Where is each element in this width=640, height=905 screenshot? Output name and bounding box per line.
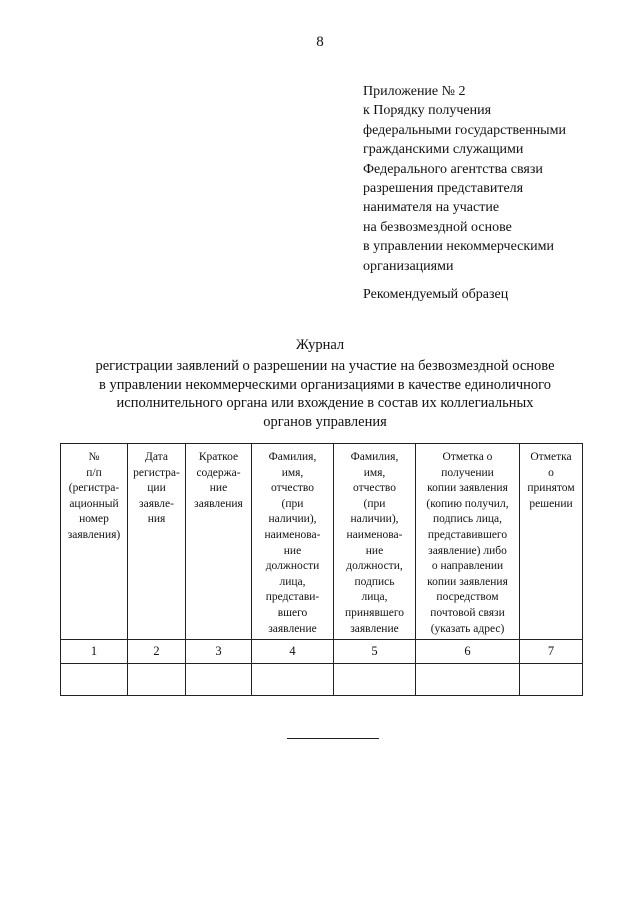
appendix-line: на безвозмездной основе	[363, 219, 512, 235]
appendix-line: организациями	[363, 258, 454, 274]
column-number: 7	[520, 640, 583, 664]
column-number: 5	[334, 640, 416, 664]
column-number: 1	[61, 640, 128, 664]
table-header-row	[61, 444, 583, 640]
column-header-submitter: Фамилия, имя, отчество (при наличии), наименова- ние должности лица, представи- вшего заявление	[252, 444, 334, 640]
appendix-line: в управлении некоммерческими	[363, 239, 554, 255]
appendix-line: Федерального агентства связи	[363, 161, 543, 177]
column-header-decision-mark: Отметка о принятом решении	[520, 444, 583, 640]
journal-subtitle	[70, 357, 580, 431]
table-cell	[128, 664, 186, 696]
table-cell	[520, 664, 583, 696]
table-row	[61, 664, 583, 696]
journal-subtitle-line: исполнительного органа или вхождение в состав их коллегиальных	[116, 395, 534, 411]
column-header-number: № п/п (регистра- ационный номер заявления)	[61, 444, 128, 640]
column-header-receiver: Фамилия, имя, отчество (при наличии), наименова- ние должности, подпись лица, принявшего заявление	[334, 444, 416, 640]
appendix-line: федеральными государственными	[363, 122, 566, 138]
table-cell	[416, 664, 520, 696]
column-number: 4	[252, 640, 334, 664]
table-column-number-row	[61, 640, 583, 664]
table-cell	[186, 664, 252, 696]
column-number: 6	[416, 640, 520, 664]
journal-subtitle-line: регистрации заявлений о разрешении на участие на безвозмездной основе	[95, 358, 555, 374]
appendix-block	[363, 82, 633, 276]
journal-table	[60, 443, 583, 696]
column-header-date: Дата регистра- ции заявле- ния	[128, 444, 186, 640]
appendix-line: Приложение № 2	[363, 84, 466, 99]
table-cell	[334, 664, 416, 696]
page-number: 8	[316, 34, 324, 50]
recommended-sample-label: Рекомендуемый образец	[363, 287, 509, 302]
appendix-line: нанимателя на участие	[363, 200, 500, 216]
journal-title: Журнал	[295, 337, 345, 353]
end-divider	[287, 738, 379, 739]
column-number: 2	[128, 640, 186, 664]
column-number: 3	[186, 640, 252, 664]
appendix-line: гражданскими служащими	[363, 142, 524, 158]
journal-subtitle-line: в управлении некоммерческими организациями в качестве единоличного	[99, 376, 551, 393]
table-cell	[252, 664, 334, 696]
appendix-line: разрешения представителя	[363, 181, 524, 197]
journal-subtitle-line: органов управления	[263, 413, 387, 430]
table-cell	[61, 664, 128, 696]
column-header-summary: Краткое содержа- ние заявления	[186, 444, 252, 640]
appendix-line: к Порядку получения	[363, 103, 492, 119]
column-header-copy-mark: Отметка о получении копии заявления (копию получил, подпись лица, представившего заявление) либо о направлении копии заявления посредством почтовой связи (указать адрес)	[416, 444, 520, 640]
